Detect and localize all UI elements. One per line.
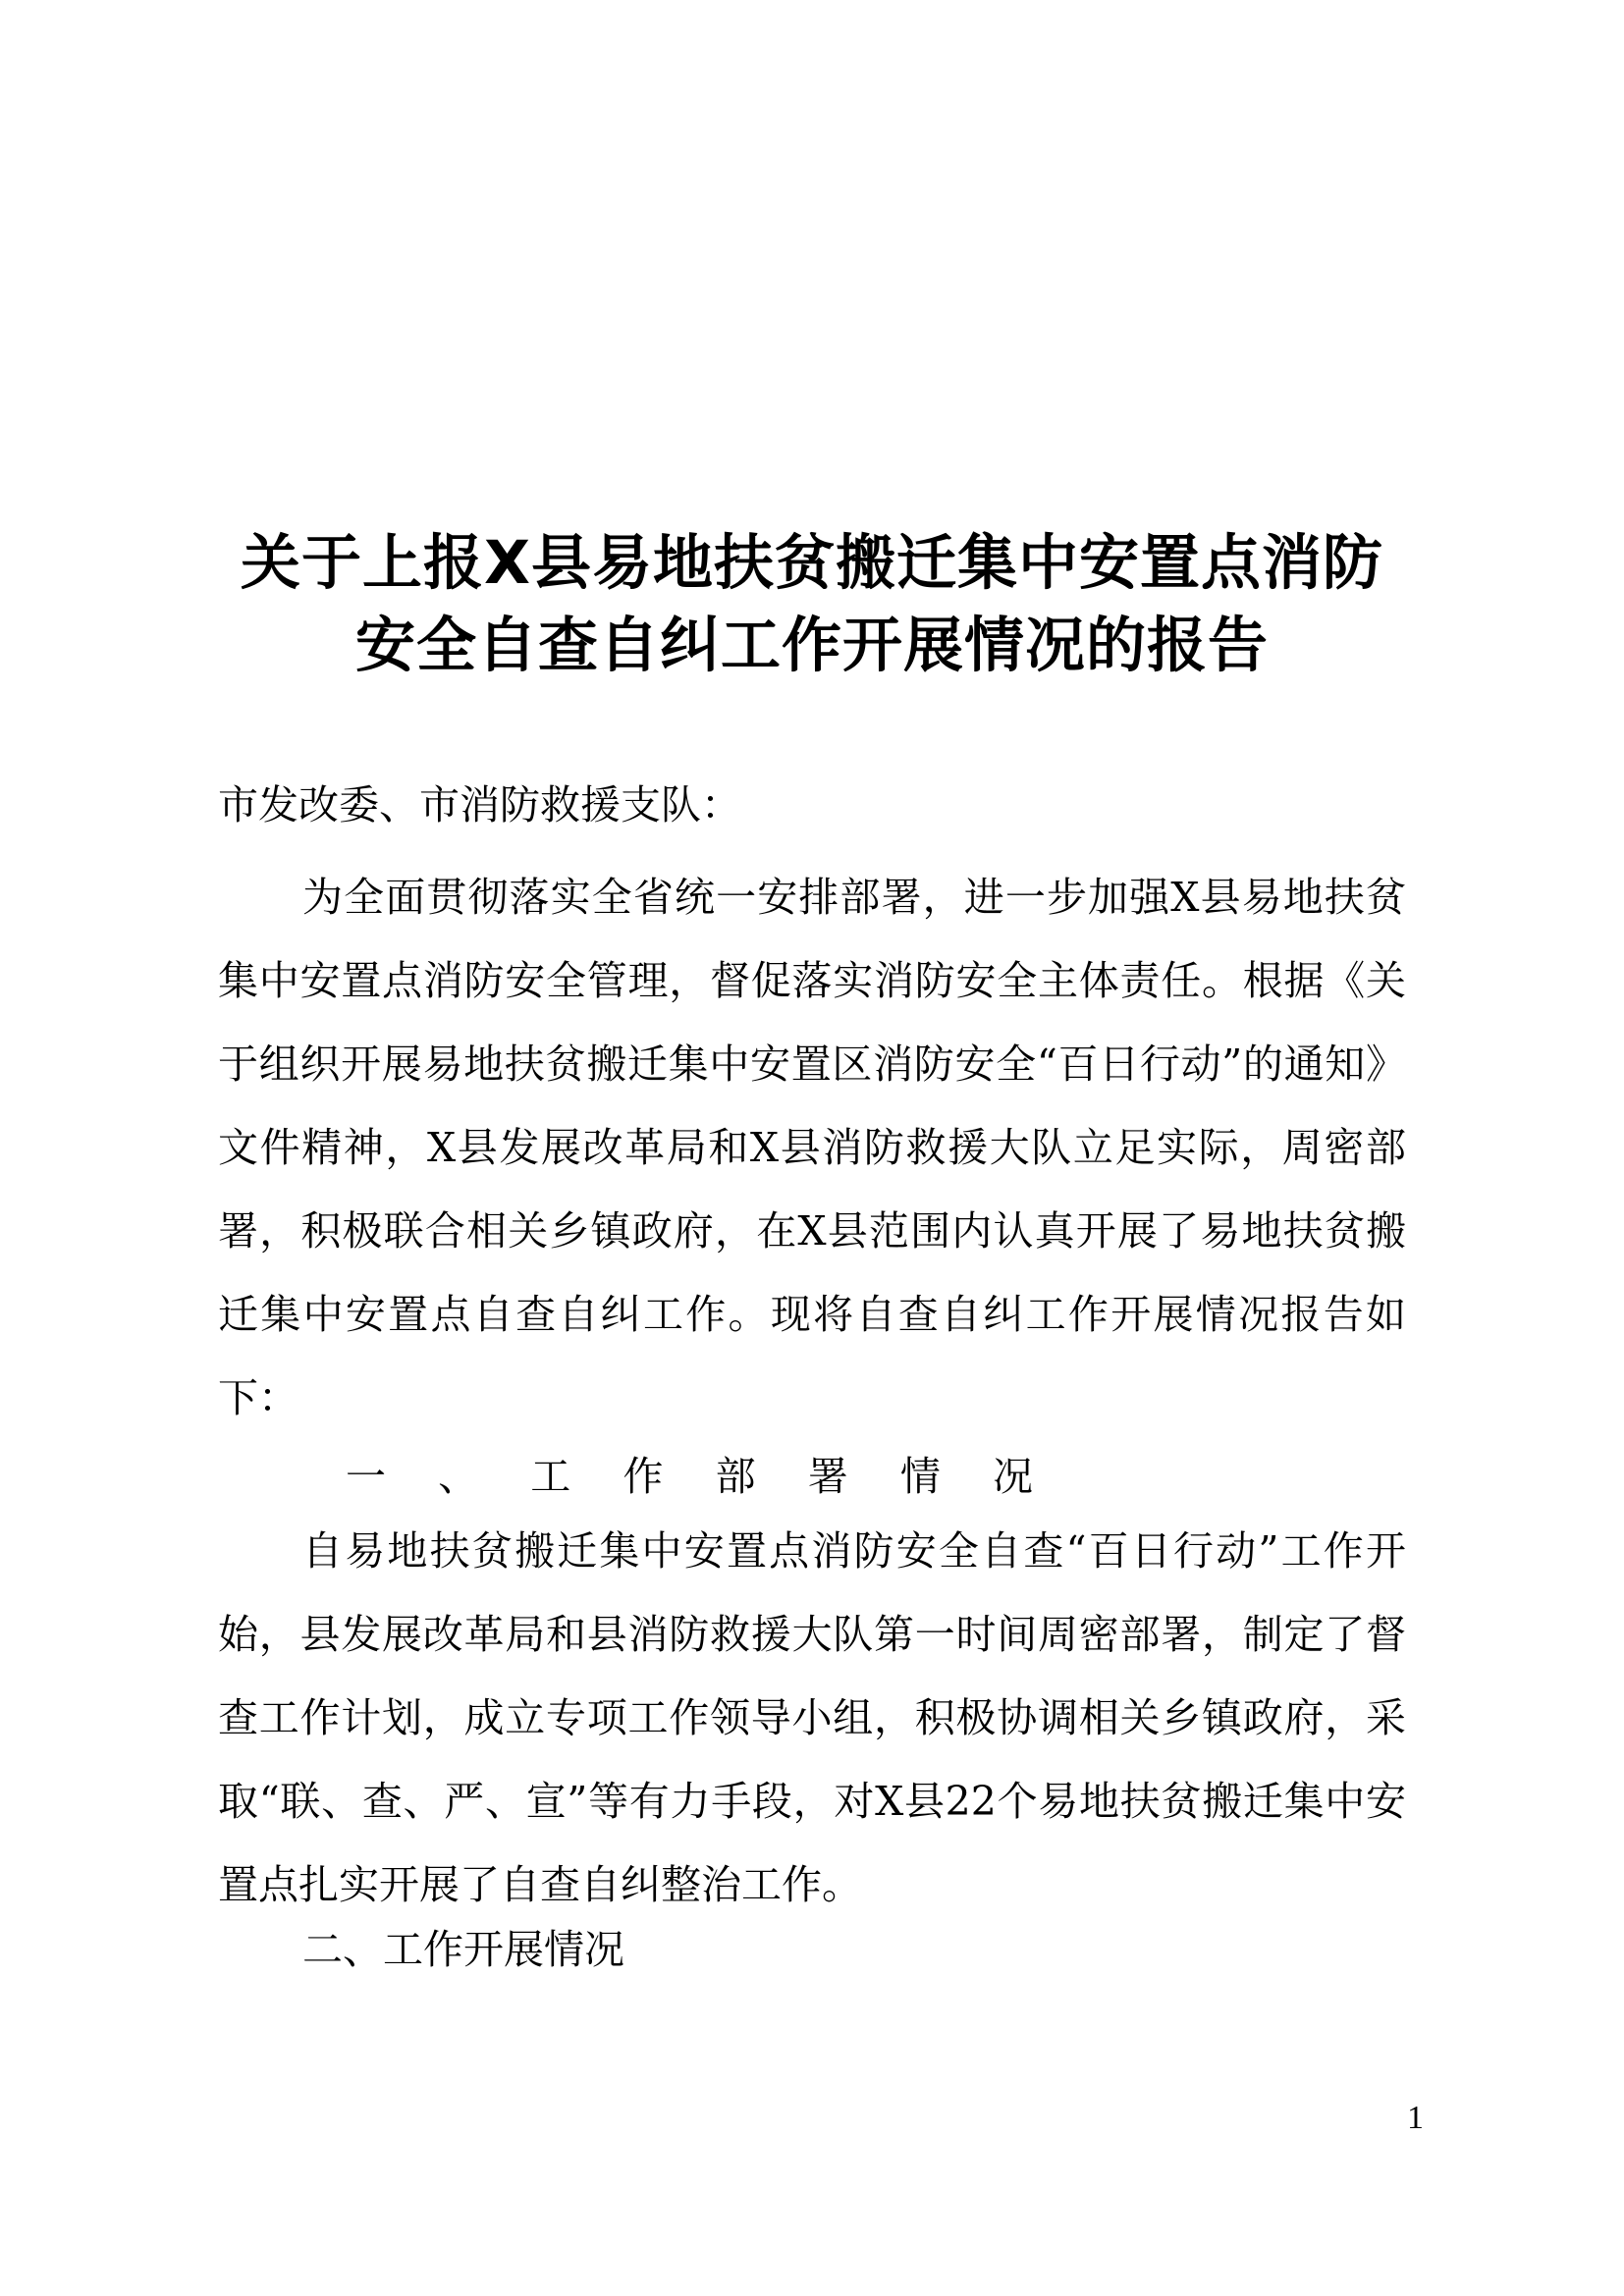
section-heading-1-char: 署 [807,1453,848,1500]
title-line-2: 安全自查自纠工作开展情况的报告 [354,611,1269,680]
title-line-1: 关于上报X县易地扶贫搬迁集中安置点消防 [240,528,1384,598]
section-heading-1-char: 工 [530,1453,571,1500]
section-heading-1-char: 情 [899,1453,941,1500]
body-paragraph-1: 为全面贯彻落实全省统一安排部署，进一步加强X县易地扶贫集中安置点消防安全管理，督促落实消防安全主体责任。根据《关于组织开展易地扶贫搬迁集中安置区消防安全“百日行动”的通知》文件精神，X县发展改革局和X县消防救援大队立足实际，周密部署，积极联合相关乡镇政府，在X县范围内认真开展了易地扶贫搬迁集中安置点自查自纠工作。现将自查自纠工作开展情况报告如下： [218,874,1406,1421]
body-paragraph-2: 自易地扶贫搬迁集中安置点消防安全自查“百日行动”工作开始，县发展改革局和县消防救援大队第一时间周密部署，制定了督查工作计划，成立专项工作领导小组，积极协调相关乡镇政府，采取“联、查、严、宣”等有力手段，对X县22个易地扶贫搬迁集中安置点扎实开展了自查自纠整治工作。 [218,1527,1406,1908]
salutation: 市发改委、市消防救援支队： [218,781,741,828]
section-heading-1 [346,1449,1033,1504]
section-heading-1-char: 况 [992,1453,1033,1500]
section-heading-1-char: 一 [346,1453,386,1500]
page-number: 1 [1407,2100,1424,2136]
section-heading-1-char: 、 [438,1453,479,1500]
section-heading-2: 二、工作开展情况 [302,1926,624,1973]
section-heading-1-char: 部 [715,1453,756,1500]
document-title [157,522,1467,687]
section-heading-1-char: 作 [623,1453,664,1500]
